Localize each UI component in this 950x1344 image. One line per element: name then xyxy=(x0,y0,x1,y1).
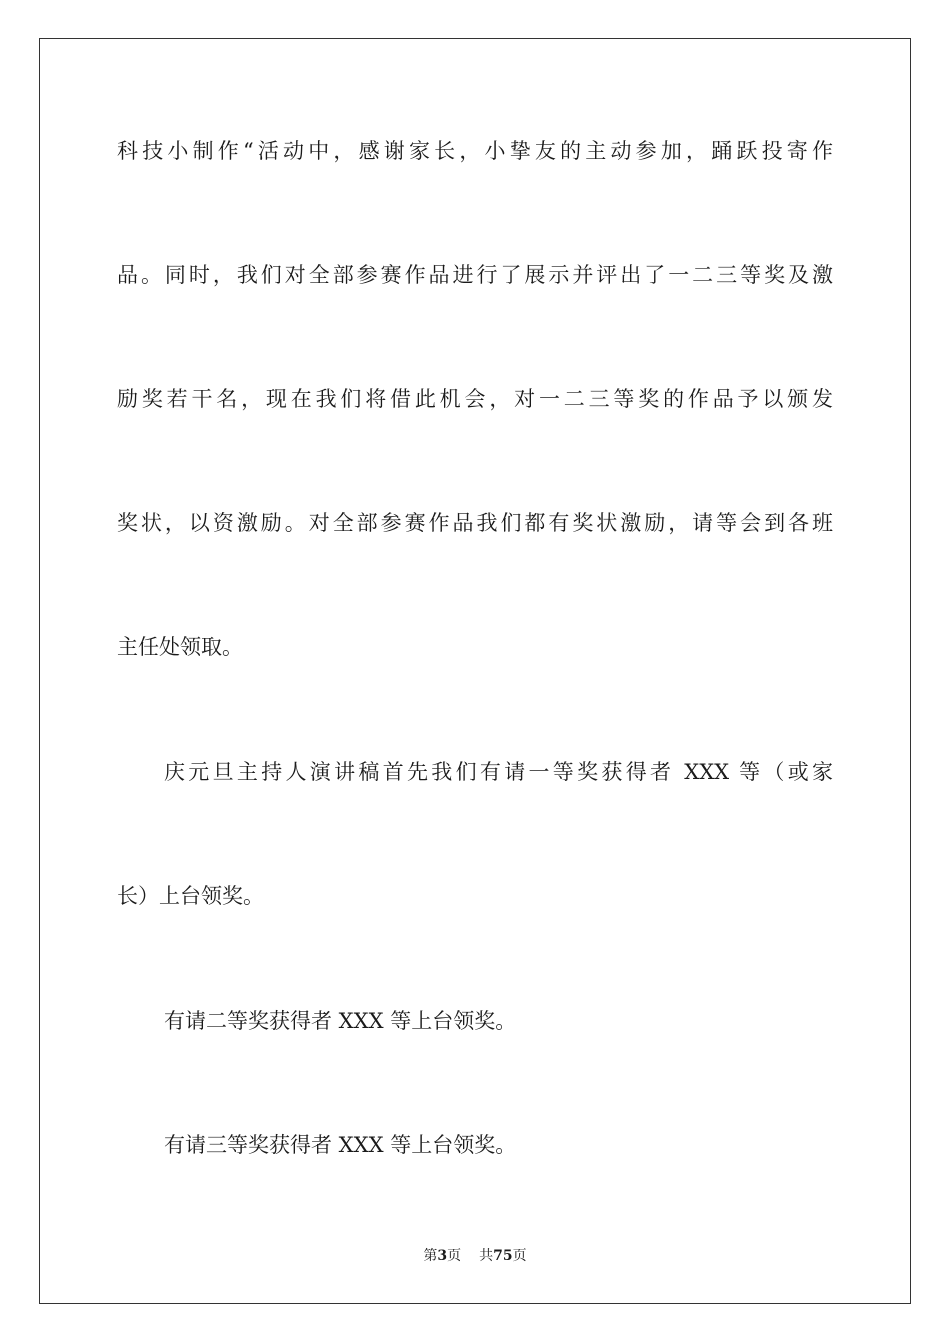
total-suffix: 页 xyxy=(512,1248,527,1264)
body-line-8: 有请二等奖获得者 XXX 等上台领奖。 xyxy=(164,1009,517,1033)
body-line-2: 品。同时，我们对全部参赛作品进行了展示并评出了一二三等奖及激 xyxy=(117,263,833,287)
body-line-3: 励奖若干名，现在我们将借此机会，对一二三等奖的作品予以颁发 xyxy=(117,387,833,411)
page-number: 3 xyxy=(437,1248,448,1264)
page-footer xyxy=(0,1246,950,1266)
page-prefix: 第 xyxy=(423,1248,438,1264)
body-line-6: 庆元旦主持人演讲稿首先我们有请一等奖获得者 XXX 等（或家 xyxy=(164,760,833,784)
total-pages: 75 xyxy=(493,1248,513,1264)
body-line-4: 奖状，以资激励。对全部参赛作品我们都有奖状激励，请等会到各班 xyxy=(117,511,833,535)
page-suffix: 页 xyxy=(447,1248,462,1264)
body-line-5: 主任处领取。 xyxy=(117,635,243,659)
body-line-9: 有请三等奖获得者 XXX 等上台领奖。 xyxy=(164,1133,517,1157)
body-line-1: 科技小制作“活动中，感谢家长，小挚友的主动参加，踊跃投寄作 xyxy=(117,139,833,163)
total-prefix: 共 xyxy=(479,1248,494,1264)
body-line-7: 长）上台领奖。 xyxy=(117,884,264,908)
page-border xyxy=(39,38,911,1304)
